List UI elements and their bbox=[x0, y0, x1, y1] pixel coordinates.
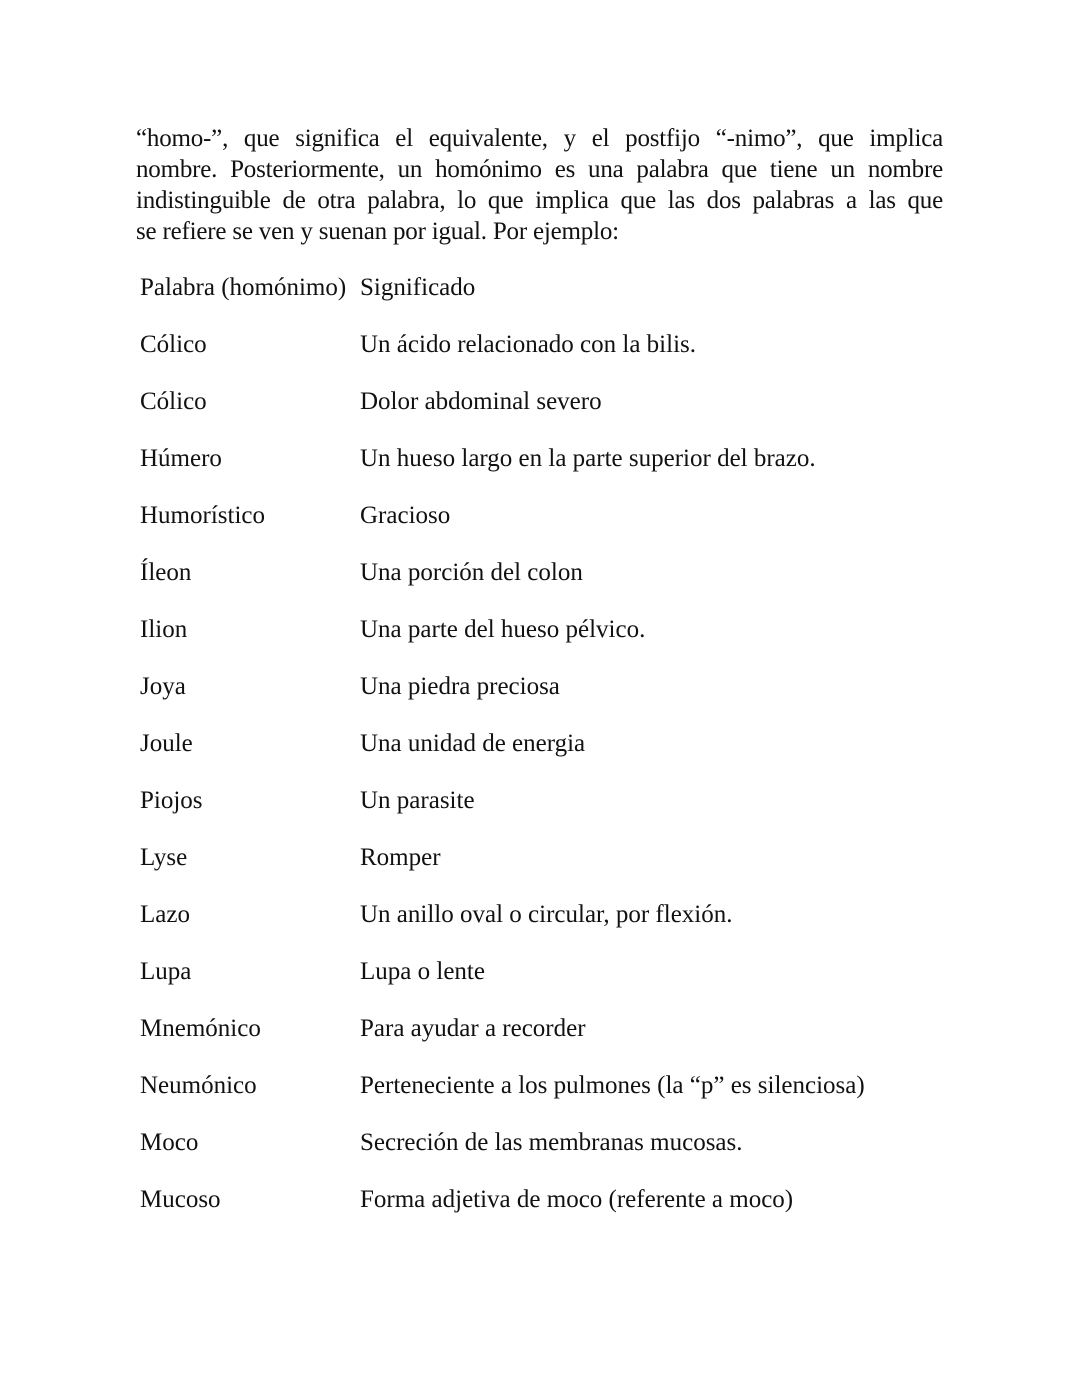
table-row bbox=[140, 1125, 940, 1182]
table-row bbox=[140, 327, 940, 384]
word-cell: Joule bbox=[140, 730, 193, 757]
word-cell: Húmero bbox=[140, 445, 222, 472]
table-row bbox=[140, 1011, 940, 1068]
word-cell: Joya bbox=[140, 673, 186, 700]
meaning-cell: Una piedra preciosa bbox=[360, 673, 560, 700]
meaning-cell: Romper bbox=[360, 844, 441, 871]
header-meaning: Significado bbox=[360, 274, 476, 301]
meaning-cell: Perteneciente a los pulmones (la “p” es silenciosa) bbox=[360, 1072, 865, 1099]
meaning-cell: Un parasite bbox=[360, 787, 475, 814]
table-row bbox=[140, 441, 940, 498]
table-row bbox=[140, 1182, 940, 1239]
intro-line: se refiere se ven y suenan por igual. Por ejemplo: bbox=[136, 218, 619, 245]
word-cell: Mnemónico bbox=[140, 1015, 261, 1042]
table-row bbox=[140, 783, 940, 840]
intro-line: indistinguible de otra palabra, lo que implica que las dos palabras a las que bbox=[136, 187, 943, 214]
meaning-cell: Un ácido relacionado con la bilis. bbox=[360, 331, 696, 358]
table-row bbox=[140, 954, 940, 1011]
meaning-cell: Lupa o lente bbox=[360, 958, 485, 985]
word-cell: Lazo bbox=[140, 901, 190, 928]
table-row bbox=[140, 726, 940, 783]
word-cell: Neumónico bbox=[140, 1072, 257, 1099]
meaning-cell: Forma adjetiva de moco (referente a moco) bbox=[360, 1186, 794, 1213]
table-row bbox=[140, 555, 940, 612]
table-row bbox=[140, 840, 940, 897]
word-cell: Humorístico bbox=[140, 502, 265, 529]
homonym-table bbox=[140, 270, 940, 1239]
intro-paragraph bbox=[136, 123, 943, 247]
word-cell: Íleon bbox=[140, 559, 192, 586]
meaning-cell: Una unidad de energia bbox=[360, 730, 586, 757]
word-cell: Lyse bbox=[140, 844, 188, 871]
meaning-cell: Un hueso largo en la parte superior del brazo. bbox=[360, 445, 816, 472]
table-row bbox=[140, 669, 940, 726]
table-header-row bbox=[140, 270, 940, 327]
meaning-cell: Una porción del colon bbox=[360, 559, 583, 586]
meaning-cell: Gracioso bbox=[360, 502, 451, 529]
table-row bbox=[140, 897, 940, 954]
header-word: Palabra (homónimo) bbox=[140, 274, 347, 301]
word-cell: Piojos bbox=[140, 787, 203, 814]
table-row bbox=[140, 384, 940, 441]
table-row bbox=[140, 612, 940, 669]
word-cell: Ilion bbox=[140, 616, 188, 643]
word-cell: Cólico bbox=[140, 388, 207, 415]
intro-line: “homo-”, que significa el equivalente, y el postfijo “-nimo”, que implica bbox=[136, 125, 943, 152]
table-row bbox=[140, 498, 940, 555]
word-cell: Cólico bbox=[140, 331, 207, 358]
meaning-cell: Dolor abdominal severo bbox=[360, 388, 602, 415]
meaning-cell: Secreción de las membranas mucosas. bbox=[360, 1129, 743, 1156]
word-cell: Lupa bbox=[140, 958, 192, 985]
word-cell: Moco bbox=[140, 1129, 199, 1156]
table-row bbox=[140, 1068, 940, 1125]
meaning-cell: Un anillo oval o circular, por flexión. bbox=[360, 901, 733, 928]
meaning-cell: Una parte del hueso pélvico. bbox=[360, 616, 646, 643]
meaning-cell: Para ayudar a recorder bbox=[360, 1015, 586, 1042]
intro-line: nombre. Posteriormente, un homónimo es una palabra que tiene un nombre bbox=[136, 156, 943, 183]
word-cell: Mucoso bbox=[140, 1186, 221, 1213]
